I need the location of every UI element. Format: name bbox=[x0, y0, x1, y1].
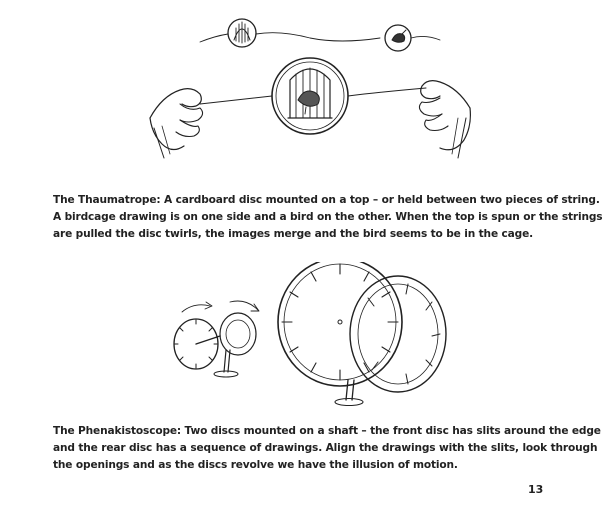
phenakistoscope-caption bbox=[53, 423, 601, 474]
caption-line: are pulled the disc twirls, the images merge and the bird seems to be in the cage. bbox=[53, 228, 533, 240]
caption-line: A birdcage drawing is on one side and a bird on the other. When the top is spun or the strings bbox=[53, 211, 603, 223]
birdcage-disc-small bbox=[200, 19, 380, 47]
large-phenakistoscope bbox=[278, 262, 446, 406]
caption-line: the openings and as the discs revolve we have the illusion of motion. bbox=[53, 459, 458, 471]
caption-line: The Thaumatrope: A cardboard disc mounted on a top – or held between two pieces of string. bbox=[53, 194, 600, 206]
thaumatrope-caption bbox=[53, 192, 603, 243]
left-hand bbox=[150, 89, 203, 158]
small-phenakistoscope bbox=[174, 301, 259, 377]
phenakistoscope-illustration bbox=[160, 262, 460, 410]
caption-line: The Phenakistoscope: Two discs mounted on a shaft – the front disc has slits around the edge bbox=[53, 425, 601, 437]
right-hand bbox=[419, 81, 470, 158]
page-number: 13 bbox=[528, 483, 544, 496]
thaumatrope-disc bbox=[272, 58, 348, 134]
bird-disc-small bbox=[385, 25, 440, 51]
thaumatrope-illustration bbox=[140, 8, 480, 178]
caption-line: and the rear disc has a sequence of drawings. Align the drawings with the slits, look through bbox=[53, 442, 598, 454]
